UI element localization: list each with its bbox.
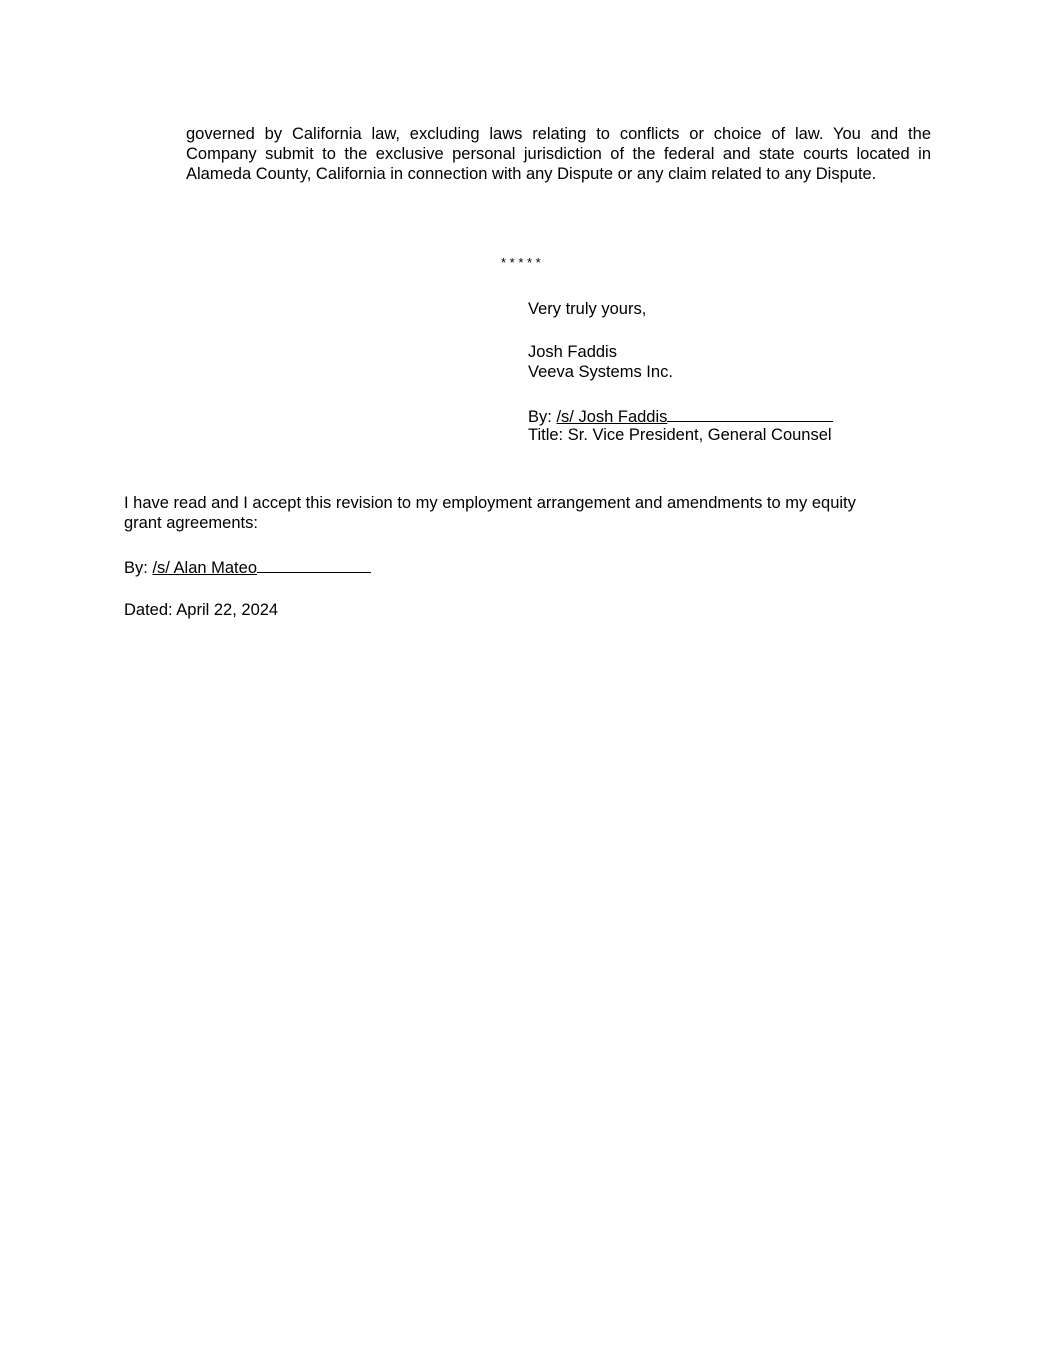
- paragraph-line: Alameda County, California in connection with any Dispute or any claim related to any Dispute.: [186, 165, 877, 183]
- signature-blank: [667, 405, 833, 422]
- paragraph-line: Company submit to the exclusive personal jurisdiction of the federal and state courts located in: [186, 145, 931, 163]
- acceptance-date: Dated: April 22, 2024: [124, 601, 279, 619]
- signer-company: Veeva Systems Inc.: [528, 363, 673, 381]
- signer-name: Josh Faddis: [528, 343, 617, 361]
- acceptance-line: I have read and I accept this revision to my employment arrangement and amendments to my equity: [124, 494, 856, 512]
- company-signature: /s/ Josh Faddis: [556, 408, 668, 426]
- employee-signature: /s/ Alan Mateo: [152, 559, 257, 577]
- by-label: By:: [124, 559, 148, 577]
- governing-law-paragraph: [186, 124, 931, 184]
- employee-signature-line: [124, 556, 371, 578]
- by-label: By:: [528, 408, 552, 426]
- company-signature-line: [528, 405, 833, 427]
- signature-blank: [257, 556, 371, 573]
- section-separator: * * * * *: [501, 255, 541, 270]
- closing-salutation: Very truly yours,: [528, 300, 647, 318]
- paragraph-line: governed by California law, excluding laws relating to conflicts or choice of law. You and the: [186, 125, 931, 143]
- signer-title: Title: Sr. Vice President, General Counsel: [528, 426, 832, 444]
- acceptance-line: grant agreements:: [124, 514, 258, 532]
